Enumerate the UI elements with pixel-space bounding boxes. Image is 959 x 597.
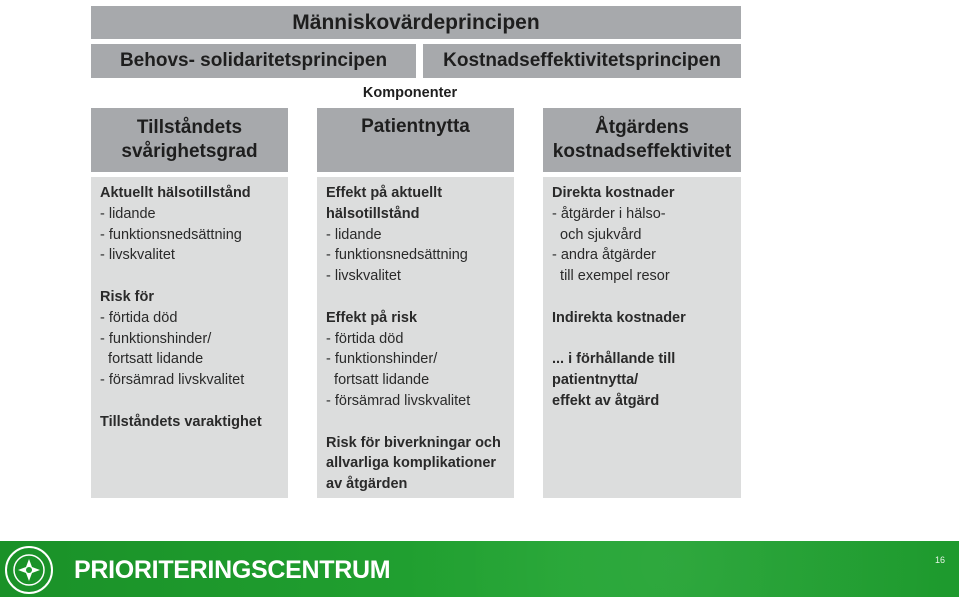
list-item: - funktionsnedsättning bbox=[326, 247, 468, 264]
spacer bbox=[326, 287, 505, 308]
column-body-2 bbox=[317, 177, 514, 498]
footer-bar bbox=[0, 541, 959, 597]
list-item: - andra åtgärder bbox=[552, 247, 656, 264]
principle-label: Behovs- solidaritetsprincipen bbox=[119, 50, 388, 71]
list-item: - förtida död bbox=[326, 330, 404, 347]
column-header-3 bbox=[543, 108, 741, 172]
university-seal-icon bbox=[4, 545, 54, 595]
column-header-line: svårighetsgrad bbox=[121, 141, 258, 162]
spacer bbox=[100, 266, 279, 287]
section-heading: Effekt på risk bbox=[326, 309, 418, 326]
column-body-3 bbox=[543, 177, 741, 498]
spacer bbox=[326, 412, 505, 433]
list-item: - åtgärder i hälso- bbox=[552, 205, 666, 222]
column-header-line: kostnadseffektivitet bbox=[552, 141, 732, 162]
principle-label: Kostnadseffektivitetsprincipen bbox=[443, 50, 721, 71]
list-item: - försämrad livskvalitet bbox=[326, 392, 471, 409]
section-heading: Effekt på aktuellt bbox=[326, 185, 443, 201]
page-number: 16 bbox=[934, 555, 945, 565]
list-item: - försämrad livskvalitet bbox=[100, 372, 245, 389]
list-item: - funktionshinder/ bbox=[326, 351, 438, 368]
column-header-2 bbox=[317, 108, 514, 172]
spacer bbox=[100, 391, 279, 412]
section-heading: Risk för bbox=[100, 288, 154, 305]
section-heading: Tillståndets varaktighet bbox=[100, 413, 262, 430]
components-label: Komponenter bbox=[362, 85, 458, 101]
principle-box-1 bbox=[91, 44, 416, 78]
column-header-line: Tillståndets bbox=[136, 117, 243, 138]
section-heading: Direkta kostnader bbox=[552, 185, 675, 201]
spacer bbox=[552, 329, 732, 350]
brand-name: PRIORITERINGSCENTRUM bbox=[74, 556, 391, 584]
list-item: - funktionsnedsättning bbox=[100, 226, 242, 243]
list-item: fortsatt lidande bbox=[326, 372, 430, 389]
section-heading: av åtgärden bbox=[326, 476, 408, 493]
list-item: - lidande bbox=[100, 205, 156, 222]
section-heading: hälsotillstånd bbox=[326, 205, 420, 222]
list-item: till exempel resor bbox=[552, 268, 670, 285]
spacer bbox=[552, 287, 732, 308]
column-header-line: Åtgärdens bbox=[595, 117, 689, 138]
column-body-1 bbox=[91, 177, 288, 498]
column-header-1 bbox=[91, 108, 288, 172]
section-heading: Indirekta kostnader bbox=[552, 309, 686, 326]
section-heading: Risk för biverkningar och bbox=[326, 434, 501, 451]
list-item: - livskvalitet bbox=[326, 268, 401, 285]
section-heading: Aktuellt hälsotillstånd bbox=[100, 185, 251, 201]
list-item: - förtida död bbox=[100, 309, 178, 326]
column-header-line: Patientnytta bbox=[361, 116, 470, 137]
list-item: och sjukvård bbox=[552, 226, 642, 243]
section-heading: allvarliga komplikationer bbox=[326, 455, 497, 472]
section-heading: ... i förhållande till bbox=[552, 351, 676, 368]
section-heading: effekt av åtgärd bbox=[552, 392, 660, 409]
list-item: fortsatt lidande bbox=[100, 351, 204, 368]
section-heading: patientnytta/ bbox=[552, 372, 639, 389]
list-item: - funktionshinder/ bbox=[100, 330, 212, 347]
list-item: - livskvalitet bbox=[100, 247, 175, 264]
title: Människovärdeprincipen bbox=[292, 10, 540, 34]
title-box bbox=[91, 6, 741, 39]
list-item: - lidande bbox=[326, 226, 382, 243]
principle-box-2 bbox=[423, 44, 741, 78]
